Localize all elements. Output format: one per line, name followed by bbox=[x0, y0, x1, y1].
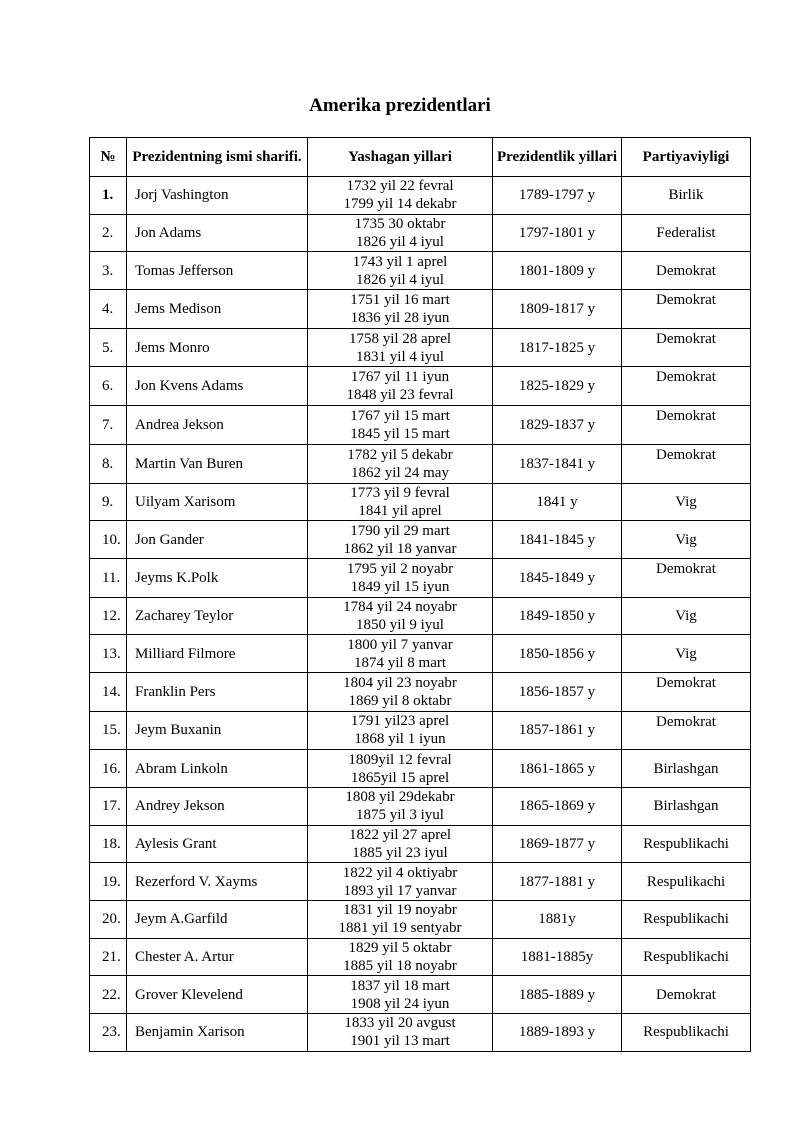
president-name: Jeym A.Garfild bbox=[127, 901, 308, 939]
life-years-cell bbox=[308, 635, 493, 673]
death-date: 1901 yil 13 mart bbox=[350, 1033, 450, 1050]
term-years: 1841 y bbox=[493, 483, 622, 521]
life-years-cell bbox=[308, 483, 493, 521]
life-years-cell bbox=[308, 214, 493, 252]
party: Respublikachi bbox=[622, 1014, 751, 1052]
party: Respulikachi bbox=[622, 863, 751, 901]
table-row bbox=[90, 825, 751, 863]
life-years-cell bbox=[308, 406, 493, 445]
term-years: 1857-1861 y bbox=[493, 711, 622, 750]
table-row bbox=[90, 483, 751, 521]
row-number: 16. bbox=[90, 750, 127, 788]
party: Demokrat bbox=[622, 558, 751, 597]
death-date: 1865yil 15 aprel bbox=[350, 769, 450, 786]
table-row bbox=[90, 976, 751, 1014]
party: Demokrat bbox=[622, 290, 751, 329]
life-years-cell bbox=[308, 711, 493, 750]
life-years-cell bbox=[308, 672, 493, 711]
term-years: 1797-1801 y bbox=[493, 214, 622, 252]
birth-date: 1751 yil 16 mart bbox=[350, 291, 450, 308]
table-row bbox=[90, 406, 751, 445]
term-years: 1817-1825 y bbox=[493, 328, 622, 367]
table-row bbox=[90, 214, 751, 252]
death-date: 1893 yil 17 yanvar bbox=[343, 882, 457, 899]
row-number: 8. bbox=[90, 444, 127, 483]
table-row bbox=[90, 938, 751, 976]
birth-date: 1732 yil 22 fevral bbox=[346, 178, 454, 195]
president-name: Jems Monro bbox=[127, 328, 308, 367]
president-name: Abram Linkoln bbox=[127, 750, 308, 788]
life-years-cell bbox=[308, 177, 493, 215]
life-years-cell bbox=[308, 444, 493, 483]
row-number: 23. bbox=[90, 1014, 127, 1052]
party: Vig bbox=[622, 483, 751, 521]
life-years-cell bbox=[308, 976, 493, 1014]
table-row bbox=[90, 367, 751, 406]
term-years: 1885-1889 y bbox=[493, 976, 622, 1014]
president-name: Milliard Filmore bbox=[127, 635, 308, 673]
party: Demokrat bbox=[622, 976, 751, 1014]
row-number: 3. bbox=[90, 252, 127, 290]
president-name: Grover Klevelend bbox=[127, 976, 308, 1014]
death-date: 1799 yil 14 dekabr bbox=[343, 196, 457, 213]
birth-date: 1809yil 12 fevral bbox=[348, 751, 452, 768]
birth-date: 1808 yil 29dekabr bbox=[345, 789, 455, 806]
president-name: Jon Adams bbox=[127, 214, 308, 252]
table-row bbox=[90, 290, 751, 329]
birth-date: 1735 30 oktabr bbox=[354, 216, 446, 233]
party: Demokrat bbox=[622, 672, 751, 711]
life-years-cell bbox=[308, 750, 493, 788]
life-years-cell bbox=[308, 328, 493, 367]
party: Birlashgan bbox=[622, 750, 751, 788]
term-years: 1865-1869 y bbox=[493, 788, 622, 826]
party: Demokrat bbox=[622, 444, 751, 483]
death-date: 1862 yil 24 may bbox=[351, 464, 449, 481]
term-years: 1845-1849 y bbox=[493, 558, 622, 597]
row-number: 15. bbox=[90, 711, 127, 750]
death-date: 1826 yil 4 iyul bbox=[356, 234, 444, 251]
birth-date: 1822 yil 4 oktiyabr bbox=[342, 864, 458, 881]
header-party: Partiyaviyligi bbox=[622, 138, 751, 177]
president-name: Rezerford V. Xayms bbox=[127, 863, 308, 901]
life-years-cell bbox=[308, 521, 493, 559]
table-row bbox=[90, 788, 751, 826]
table-row bbox=[90, 1014, 751, 1052]
party: Vig bbox=[622, 521, 751, 559]
birth-date: 1767 yil 15 mart bbox=[350, 407, 450, 424]
president-name: Jems Medison bbox=[127, 290, 308, 329]
row-number: 2. bbox=[90, 214, 127, 252]
birth-date: 1837 yil 18 mart bbox=[350, 977, 450, 994]
term-years: 1801-1809 y bbox=[493, 252, 622, 290]
birth-date: 1833 yil 20 avgust bbox=[344, 1015, 456, 1032]
row-number: 12. bbox=[90, 597, 127, 635]
birth-date: 1758 yil 28 aprel bbox=[348, 330, 452, 347]
table-row bbox=[90, 863, 751, 901]
party: Demokrat bbox=[622, 406, 751, 445]
birth-date: 1829 yil 5 oktabr bbox=[348, 940, 452, 957]
row-number: 7. bbox=[90, 406, 127, 445]
term-years: 1789-1797 y bbox=[493, 177, 622, 215]
president-name: Franklin Pers bbox=[127, 672, 308, 711]
party: Respublikachi bbox=[622, 825, 751, 863]
president-name: Jon Kvens Adams bbox=[127, 367, 308, 406]
table-body bbox=[90, 177, 751, 1052]
death-date: 1836 yil 28 iyun bbox=[350, 309, 450, 326]
death-date: 1848 yil 23 fevral bbox=[346, 387, 454, 404]
life-years-cell bbox=[308, 558, 493, 597]
life-years-cell bbox=[308, 825, 493, 863]
president-name: Andrey Jekson bbox=[127, 788, 308, 826]
birth-date: 1822 yil 27 aprel bbox=[348, 827, 452, 844]
table-row bbox=[90, 177, 751, 215]
party: Demokrat bbox=[622, 367, 751, 406]
birth-date: 1784 yil 24 noyabr bbox=[343, 598, 457, 615]
row-number: 13. bbox=[90, 635, 127, 673]
row-number: 18. bbox=[90, 825, 127, 863]
life-years-cell bbox=[308, 863, 493, 901]
death-date: 1875 yil 3 iyul bbox=[356, 807, 444, 824]
row-number: 4. bbox=[90, 290, 127, 329]
birth-date: 1795 yil 2 noyabr bbox=[346, 560, 454, 577]
president-name: Uilyam Xarisom bbox=[127, 483, 308, 521]
party: Respublikachi bbox=[622, 938, 751, 976]
party: Vig bbox=[622, 635, 751, 673]
birth-date: 1831 yil 19 noyabr bbox=[343, 902, 457, 919]
death-date: 1869 yil 8 oktabr bbox=[348, 692, 452, 709]
row-number: 10. bbox=[90, 521, 127, 559]
table-row bbox=[90, 558, 751, 597]
row-number: 17. bbox=[90, 788, 127, 826]
death-date: 1885 yil 18 noyabr bbox=[343, 958, 457, 975]
term-years: 1825-1829 y bbox=[493, 367, 622, 406]
table-row bbox=[90, 252, 751, 290]
row-number: 5. bbox=[90, 328, 127, 367]
life-years-cell bbox=[308, 367, 493, 406]
table-row bbox=[90, 328, 751, 367]
term-years: 1837-1841 y bbox=[493, 444, 622, 483]
death-date: 1881 yil 19 sentyabr bbox=[338, 920, 462, 937]
birth-date: 1804 yil 23 noyabr bbox=[343, 674, 457, 691]
row-number: 9. bbox=[90, 483, 127, 521]
party: Federalist bbox=[622, 214, 751, 252]
table-header-row bbox=[90, 138, 751, 177]
party: Birlashgan bbox=[622, 788, 751, 826]
birth-date: 1791 yil23 aprel bbox=[350, 713, 450, 730]
term-years: 1877-1881 y bbox=[493, 863, 622, 901]
table-row bbox=[90, 672, 751, 711]
president-name: Jeym Buxanin bbox=[127, 711, 308, 750]
president-name: Jorj Vashington bbox=[127, 177, 308, 215]
president-name: Aylesis Grant bbox=[127, 825, 308, 863]
president-name: Jon Gander bbox=[127, 521, 308, 559]
party: Vig bbox=[622, 597, 751, 635]
party: Demokrat bbox=[622, 328, 751, 367]
term-years: 1841-1845 y bbox=[493, 521, 622, 559]
birth-date: 1800 yil 7 yanvar bbox=[347, 636, 453, 653]
president-name: Jeyms K.Polk bbox=[127, 558, 308, 597]
header-name: Prezidentning ismi sharifi. bbox=[127, 138, 308, 177]
term-years: 1809-1817 y bbox=[493, 290, 622, 329]
table-row bbox=[90, 444, 751, 483]
row-number: 19. bbox=[90, 863, 127, 901]
term-years: 1869-1877 y bbox=[493, 825, 622, 863]
life-years-cell bbox=[308, 290, 493, 329]
party: Birlik bbox=[622, 177, 751, 215]
term-years: 1881y bbox=[493, 901, 622, 939]
table-row bbox=[90, 597, 751, 635]
table-row bbox=[90, 521, 751, 559]
row-number: 11. bbox=[90, 558, 127, 597]
table-row bbox=[90, 711, 751, 750]
term-years: 1889-1893 y bbox=[493, 1014, 622, 1052]
term-years: 1829-1837 y bbox=[493, 406, 622, 445]
header-life-years: Yashagan yillari bbox=[308, 138, 493, 177]
birth-date: 1767 yil 11 iyun bbox=[350, 369, 450, 386]
president-name: Zacharey Teylor bbox=[127, 597, 308, 635]
president-name: Chester A. Artur bbox=[127, 938, 308, 976]
death-date: 1850 yil 9 iyul bbox=[356, 616, 444, 633]
life-years-cell bbox=[308, 938, 493, 976]
header-number: № bbox=[90, 138, 127, 177]
life-years-cell bbox=[308, 597, 493, 635]
birth-date: 1790 yil 29 mart bbox=[350, 522, 450, 539]
president-name: Andrea Jekson bbox=[127, 406, 308, 445]
death-date: 1862 yil 18 yanvar bbox=[343, 540, 457, 557]
birth-date: 1743 yil 1 aprel bbox=[352, 253, 448, 270]
term-years: 1849-1850 y bbox=[493, 597, 622, 635]
life-years-cell bbox=[308, 1014, 493, 1052]
life-years-cell bbox=[308, 788, 493, 826]
life-years-cell bbox=[308, 901, 493, 939]
page-title: Amerika prezidentlari bbox=[309, 95, 491, 116]
term-years: 1856-1857 y bbox=[493, 672, 622, 711]
death-date: 1845 yil 15 mart bbox=[350, 425, 450, 442]
president-name: Benjamin Xarison bbox=[127, 1014, 308, 1052]
death-date: 1826 yil 4 iyul bbox=[356, 271, 444, 288]
table-row bbox=[90, 635, 751, 673]
row-number: 1. bbox=[90, 177, 127, 215]
death-date: 1874 yil 8 mart bbox=[353, 654, 447, 671]
row-number: 22. bbox=[90, 976, 127, 1014]
row-number: 21. bbox=[90, 938, 127, 976]
term-years: 1881-1885y bbox=[493, 938, 622, 976]
party: Respublikachi bbox=[622, 901, 751, 939]
president-name: Martin Van Buren bbox=[127, 444, 308, 483]
presidents-table bbox=[89, 137, 751, 1052]
death-date: 1831 yil 4 iyul bbox=[356, 348, 444, 365]
table-row bbox=[90, 901, 751, 939]
president-name: Tomas Jefferson bbox=[127, 252, 308, 290]
row-number: 20. bbox=[90, 901, 127, 939]
death-date: 1885 yil 23 iyul bbox=[352, 845, 448, 862]
row-number: 14. bbox=[90, 672, 127, 711]
death-date: 1849 yil 15 iyun bbox=[350, 578, 450, 595]
term-years: 1850-1856 y bbox=[493, 635, 622, 673]
term-years: 1861-1865 y bbox=[493, 750, 622, 788]
death-date: 1841 yil aprel bbox=[358, 502, 442, 519]
death-date: 1908 yil 24 iyun bbox=[350, 995, 450, 1012]
table-row bbox=[90, 750, 751, 788]
row-number: 6. bbox=[90, 367, 127, 406]
birth-date: 1773 yil 9 fevral bbox=[350, 484, 450, 501]
party: Demokrat bbox=[622, 252, 751, 290]
party: Demokrat bbox=[622, 711, 751, 750]
header-term-years: Prezidentlik yillari bbox=[493, 138, 622, 177]
birth-date: 1782 yil 5 dekabr bbox=[347, 446, 453, 463]
death-date: 1868 yil 1 iyun bbox=[354, 731, 446, 748]
life-years-cell bbox=[308, 252, 493, 290]
